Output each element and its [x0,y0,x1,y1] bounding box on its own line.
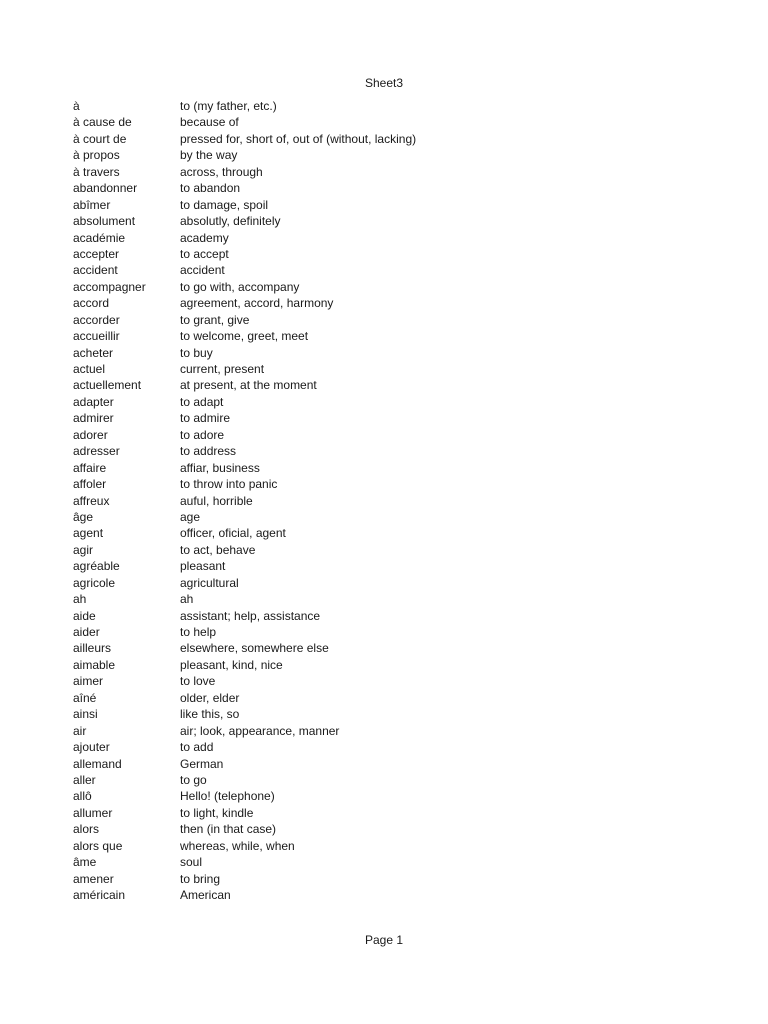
english-translation: to (my father, etc.) [180,99,277,113]
vocabulary-table [73,98,416,903]
table-row [73,788,416,804]
english-translation: to address [180,444,237,459]
table-row [73,871,416,887]
english-translation: by the way [180,148,238,163]
french-word: adapter [73,394,114,409]
table-row [73,295,416,311]
english-translation: elsewhere, somewhere else [180,641,329,656]
english-translation: soul [180,855,203,870]
english-translation: to buy [180,345,213,360]
english-translation: assistant; help, assistance [180,608,321,623]
table-row [73,230,416,246]
french-word: agir [73,542,94,557]
table-row [73,575,416,591]
english-translation: accident [180,263,225,278]
english-translation: to abandon [180,181,241,196]
table-row [73,558,416,574]
table-row [73,805,416,821]
english-translation: agricultural [180,575,239,590]
table-row [73,756,416,772]
french-word: agréable [73,559,120,574]
english-translation: pleasant, kind, nice [180,657,283,672]
french-word: affreux [73,493,110,508]
english-translation: pressed for, short of, out of (without, lacking) [180,131,417,146]
table-row [73,509,416,525]
french-word: actuel [73,362,106,376]
french-word: âme [73,855,97,870]
english-translation: to damage, spoil [180,197,269,212]
english-translation: whereas, while, when [180,838,295,853]
table-row [73,213,416,229]
table-row [73,114,416,130]
english-translation: age [180,509,201,524]
english-translation: then (in that case) [180,822,277,837]
french-word: actuellement [73,378,142,393]
english-translation: across, through [180,164,263,179]
french-word: accident [73,263,118,278]
table-row [73,410,416,426]
french-word: agent [73,526,104,541]
english-translation: to act, behave [180,542,256,557]
french-word: amener [73,871,114,886]
english-translation: affiar, business [180,460,260,475]
french-word: aller [73,772,96,787]
french-word: abandonner [73,181,138,196]
table-row [73,377,416,393]
french-word: admirer [73,411,114,426]
french-word: acheter [73,345,114,360]
french-word: alors [73,822,100,837]
table-row [73,591,416,607]
table-row [73,361,416,377]
english-translation: at present, at the moment [180,378,317,393]
french-word: accorder [73,312,120,327]
french-word: aimable [73,657,116,672]
table-row [73,443,416,459]
table-row [73,262,416,278]
table-row [73,525,416,541]
english-translation: to help [180,625,217,639]
table-row [73,345,416,361]
table-row [73,427,416,443]
table-row [73,164,416,180]
english-translation: Hello! (telephone) [180,789,275,804]
french-word: ailleurs [73,641,112,656]
english-translation: to adapt [180,394,224,409]
french-word: à court de [73,131,127,146]
table-row [73,312,416,328]
english-translation: to admire [180,411,231,426]
table-row [73,706,416,722]
table-row [73,394,416,410]
english-translation: current, present [180,362,265,376]
table-row [73,772,416,788]
table-row [73,131,416,147]
french-word: adorer [73,427,108,442]
table-row [73,608,416,624]
english-translation: absolutly, definitely [180,214,281,229]
english-translation: academy [180,230,229,245]
table-row [73,476,416,492]
french-word: absolument [73,214,136,229]
table-row [73,723,416,739]
table-row [73,147,416,163]
table-row [73,542,416,558]
french-word: affoler [73,477,107,492]
english-translation: American [180,888,231,902]
french-word: allô [73,789,92,804]
english-translation: because of [180,115,239,130]
table-row [73,460,416,476]
table-row [73,887,416,903]
table-row [73,98,416,114]
english-translation: officer, oficial, agent [180,526,286,541]
table-row [73,279,416,295]
english-translation: agreement, accord, harmony [180,296,334,311]
table-row [73,246,416,262]
table-row [73,690,416,706]
table-row [73,673,416,689]
sheet-title: Sheet3 [364,76,404,90]
page-number: Page 1 [364,933,404,947]
french-word: accepter [73,246,120,261]
french-word: académie [73,230,126,245]
french-word: allumer [73,805,113,820]
table-row [73,624,416,640]
english-translation: air; look, appearance, manner [180,723,340,738]
english-translation: to go with, accompany [180,279,300,294]
english-translation: ah [180,592,194,607]
table-row [73,640,416,656]
english-translation: to go [180,772,207,787]
table-row [73,493,416,509]
table-row [73,197,416,213]
english-translation: like this, so [180,707,240,722]
french-word: ajouter [73,740,110,755]
english-translation: to throw into panic [180,477,278,492]
french-word: affaire [73,460,107,475]
french-word: alors que [73,838,123,853]
french-word: aîné [73,690,97,705]
table-row [73,328,416,344]
table-row [73,838,416,854]
french-word: ainsi [73,707,98,722]
french-word: air [73,723,87,738]
french-word: américain [73,888,126,902]
french-word: abîmer [73,197,111,212]
table-row [73,657,416,673]
french-word: aimer [73,674,104,689]
french-word: à propos [73,148,120,163]
english-translation: to grant, give [180,312,250,327]
english-translation: to accept [180,246,229,261]
english-translation: auful, horrible [180,493,253,508]
french-word: âge [73,509,94,524]
english-translation: to adore [180,427,225,442]
english-translation: older, elder [180,690,240,705]
french-word: agricole [73,575,116,590]
french-word: à cause de [73,115,132,130]
french-word: allemand [73,756,122,771]
french-word: à travers [73,164,120,179]
french-word: ah [73,592,87,607]
french-word: accueillir [73,329,120,344]
english-translation: to love [180,674,216,689]
table-row [73,854,416,870]
french-word: aide [73,608,96,623]
english-translation: pleasant [180,559,226,574]
table-row [73,821,416,837]
french-word: accord [73,296,110,311]
french-word: adresser [73,444,120,459]
english-translation: to add [180,740,214,755]
table-row [73,180,416,196]
table-row [73,739,416,755]
french-word: accompagner [73,279,146,294]
english-translation: to bring [180,871,221,886]
french-word: aider [73,625,100,639]
french-word: à [73,99,80,113]
english-translation: to light, kindle [180,805,254,820]
english-translation: German [180,756,224,771]
english-translation: to welcome, greet, meet [180,329,309,344]
